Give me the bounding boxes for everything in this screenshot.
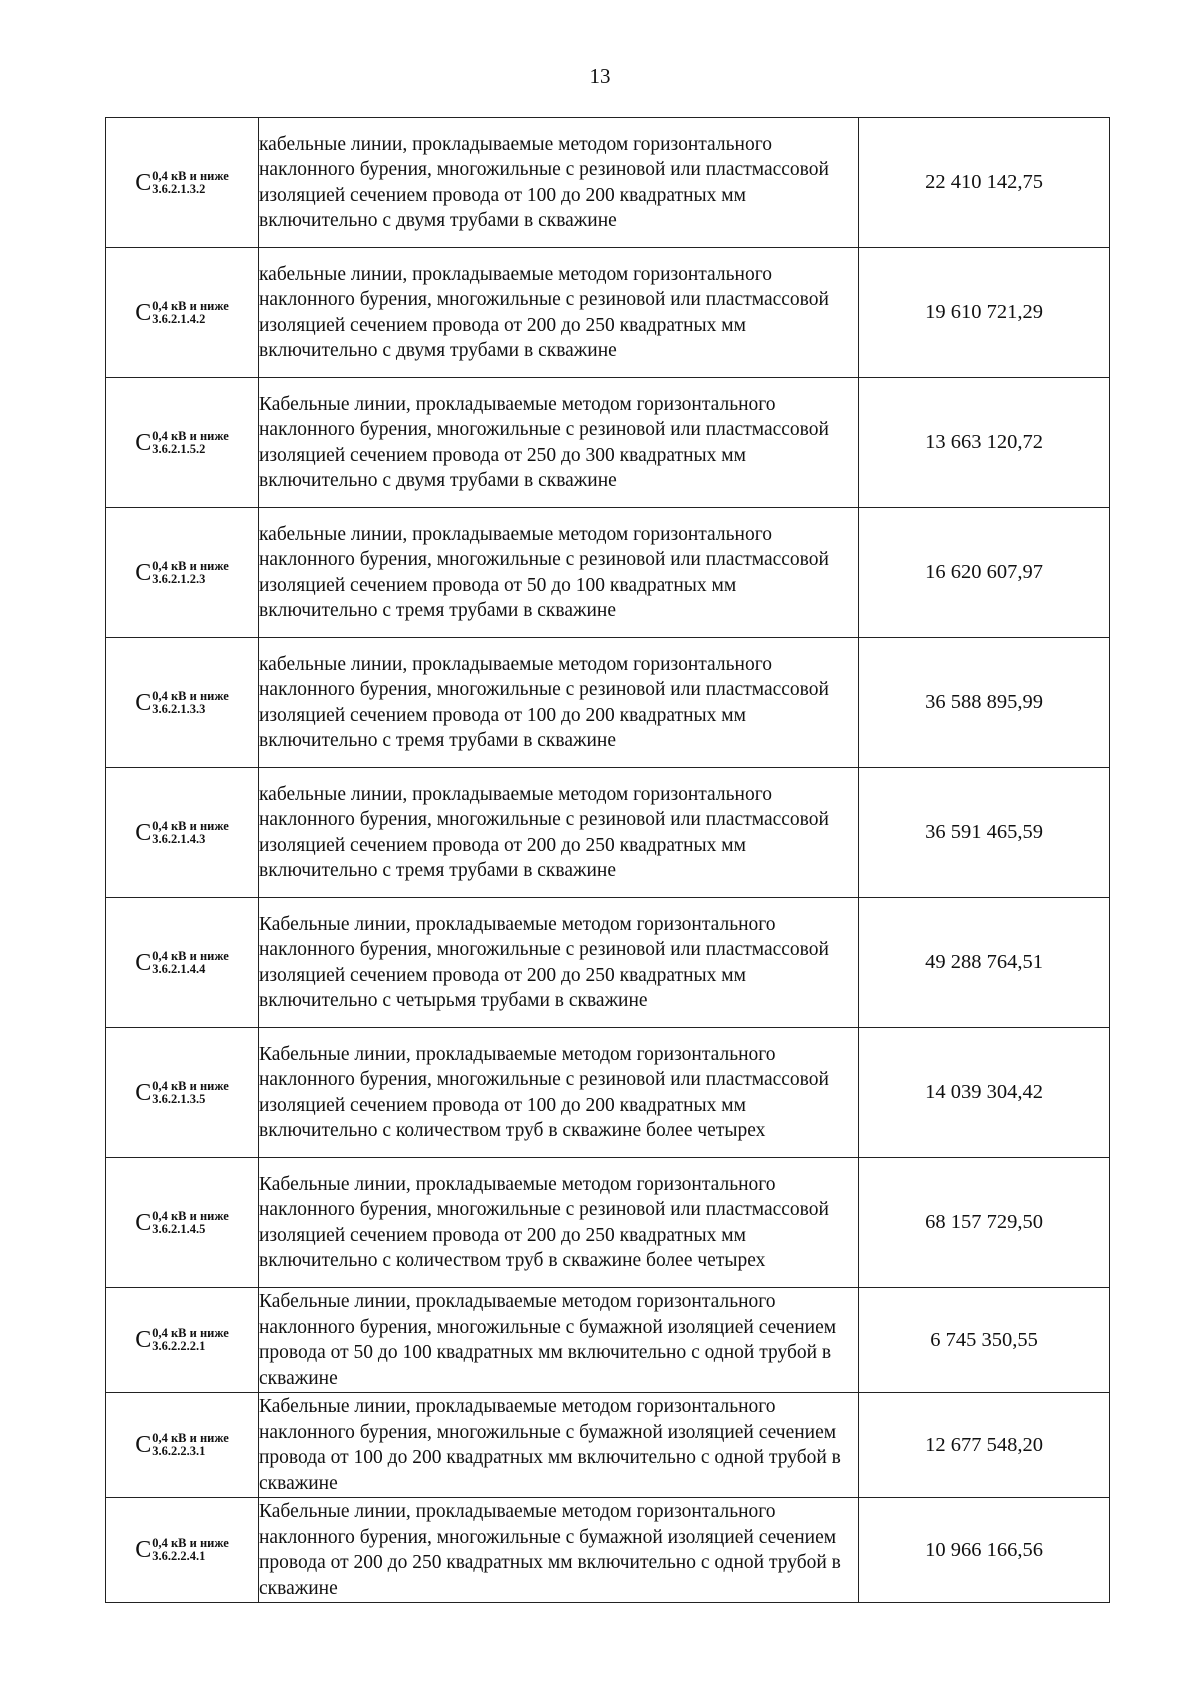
tariff-description: Кабельные линии, прокладываемые методом горизонтального наклонного бурения, многожильные с резиновой или пластмассовой изоляцией сечением провода от 100 до 200 квадратных мм включительно с количеством труб в скважине более четырех bbox=[259, 1028, 859, 1158]
tariff-code bbox=[135, 1432, 229, 1458]
tariff-value: 19 610 721,29 bbox=[859, 248, 1110, 378]
tariff-code-voltage: 0,4 кВ и ниже bbox=[152, 1536, 229, 1550]
tariff-code-cell bbox=[106, 118, 259, 248]
tariff-code-letter: C bbox=[135, 1327, 152, 1353]
tariff-code-letter: C bbox=[135, 819, 152, 846]
tariff-value: 12 677 548,20 bbox=[859, 1393, 1110, 1498]
tariff-value: 22 410 142,75 bbox=[859, 118, 1110, 248]
tariff-code-index: 3.6.2.1.3.2 bbox=[152, 181, 206, 196]
tariff-description: Кабельные линии, прокладываемые методом горизонтального наклонного бурения, многожильные с бумажной изоляцией сечением провода от 200 до 250 квадратных мм включительно с одной трубой в скважине bbox=[259, 1498, 859, 1603]
tariff-code-voltage: 0,4 кВ и ниже bbox=[152, 1078, 229, 1093]
tariff-code-voltage: 0,4 кВ и ниже bbox=[152, 1326, 229, 1340]
table-row bbox=[106, 118, 1110, 248]
table-row bbox=[106, 1498, 1110, 1603]
tariff-code-cell bbox=[106, 1288, 259, 1393]
tariff-code-index: 3.6.2.2.4.1 bbox=[152, 1549, 206, 1563]
table-row bbox=[106, 248, 1110, 378]
tariff-code-index: 3.6.2.2.2.1 bbox=[152, 1339, 206, 1353]
tariff-description: Кабельные линии, прокладываемые методом горизонтального наклонного бурения, многожильные с резиновой или пластмассовой изоляцией сечением провода от 250 до 300 квадратных мм включительно с двумя трубами в скважине bbox=[259, 378, 859, 508]
tariff-code-voltage: 0,4 кВ и ниже bbox=[152, 168, 229, 183]
tariff-table bbox=[105, 117, 1110, 1603]
tariff-code-letter: C bbox=[135, 1432, 152, 1458]
table-row bbox=[106, 378, 1110, 508]
tariff-value: 14 039 304,42 bbox=[859, 1028, 1110, 1158]
tariff-description: кабельные линии, прокладываемые методом горизонтального наклонного бурения, многожильные с резиновой или пластмассовой изоляцией сечением провода от 100 до 200 квадратных мм включительно с тремя трубами в скважине bbox=[259, 638, 859, 768]
tariff-code bbox=[135, 560, 229, 586]
tariff-code-index: 3.6.2.1.4.2 bbox=[152, 311, 206, 326]
tariff-code-letter: C bbox=[135, 169, 152, 196]
tariff-description: Кабельные линии, прокладываемые методом горизонтального наклонного бурения, многожильные с бумажной изоляцией сечением провода от 50 до 100 квадратных мм включительно с одной трубой в скважине bbox=[259, 1288, 859, 1393]
table-row bbox=[106, 1028, 1110, 1158]
tariff-code-cell bbox=[106, 1028, 259, 1158]
tariff-code bbox=[135, 1327, 229, 1353]
tariff-code-index: 3.6.2.1.2.3 bbox=[152, 571, 206, 586]
tariff-value: 16 620 607,97 bbox=[859, 508, 1110, 638]
tariff-code-voltage: 0,4 кВ и ниже bbox=[152, 558, 229, 573]
tariff-value: 68 157 729,50 bbox=[859, 1158, 1110, 1288]
tariff-code-cell bbox=[106, 248, 259, 378]
tariff-code-letter: C bbox=[135, 1079, 152, 1106]
tariff-code-voltage: 0,4 кВ и ниже bbox=[152, 948, 229, 963]
tariff-code-voltage: 0,4 кВ и ниже bbox=[152, 428, 229, 443]
tariff-code-letter: C bbox=[135, 689, 152, 716]
table-row bbox=[106, 1158, 1110, 1288]
tariff-code bbox=[135, 1210, 229, 1236]
tariff-code bbox=[135, 430, 229, 456]
tariff-code-voltage: 0,4 кВ и ниже bbox=[152, 818, 229, 833]
tariff-value: 10 966 166,56 bbox=[859, 1498, 1110, 1603]
tariff-code-cell bbox=[106, 508, 259, 638]
tariff-code-cell bbox=[106, 768, 259, 898]
tariff-code-index: 3.6.2.1.4.4 bbox=[152, 961, 206, 976]
tariff-description: Кабельные линии, прокладываемые методом горизонтального наклонного бурения, многожильные с резиновой или пластмассовой изоляцией сечением провода от 200 до 250 квадратных мм включительно с количеством труб в скважине более четырех bbox=[259, 1158, 859, 1288]
tariff-code-cell bbox=[106, 898, 259, 1028]
table-row bbox=[106, 1288, 1110, 1393]
tariff-description: кабельные линии, прокладываемые методом горизонтального наклонного бурения, многожильные с резиновой или пластмассовой изоляцией сечением провода от 200 до 250 квадратных мм включительно с тремя трубами в скважине bbox=[259, 768, 859, 898]
tariff-code-index: 3.6.2.2.3.1 bbox=[152, 1444, 206, 1458]
tariff-value: 36 588 895,99 bbox=[859, 638, 1110, 768]
tariff-code-index: 3.6.2.1.4.3 bbox=[152, 831, 206, 846]
tariff-description: кабельные линии, прокладываемые методом горизонтального наклонного бурения, многожильные с резиновой или пластмассовой изоляцией сечением провода от 200 до 250 квадратных мм включительно с двумя трубами в скважине bbox=[259, 248, 859, 378]
tariff-code-index: 3.6.2.1.3.3 bbox=[152, 701, 206, 716]
tariff-value: 6 745 350,55 bbox=[859, 1288, 1110, 1393]
tariff-code bbox=[135, 950, 229, 976]
tariff-code-voltage: 0,4 кВ и ниже bbox=[152, 1208, 229, 1223]
tariff-code bbox=[135, 1080, 229, 1106]
table-row bbox=[106, 898, 1110, 1028]
tariff-code-letter: C bbox=[135, 949, 152, 976]
table-row bbox=[106, 768, 1110, 898]
tariff-code-letter: C bbox=[135, 1209, 152, 1236]
tariff-code-index: 3.6.2.1.5.2 bbox=[152, 441, 206, 456]
tariff-code bbox=[135, 820, 229, 846]
tariff-code-cell bbox=[106, 1393, 259, 1498]
tariff-code-letter: C bbox=[135, 1537, 152, 1563]
tariff-code-voltage: 0,4 кВ и ниже bbox=[152, 688, 229, 703]
tariff-code bbox=[135, 300, 229, 326]
tariff-code bbox=[135, 690, 229, 716]
tariff-code bbox=[135, 170, 229, 196]
tariff-code-cell bbox=[106, 1498, 259, 1603]
tariff-code-voltage: 0,4 кВ и ниже bbox=[152, 298, 229, 313]
tariff-code-cell bbox=[106, 1158, 259, 1288]
table-row bbox=[106, 638, 1110, 768]
tariff-code-index: 3.6.2.1.3.5 bbox=[152, 1091, 206, 1106]
tariff-description: кабельные линии, прокладываемые методом горизонтального наклонного бурения, многожильные с резиновой или пластмассовой изоляцией сечением провода от 50 до 100 квадратных мм включительно с тремя трубами в скважине bbox=[259, 508, 859, 638]
tariff-code-voltage: 0,4 кВ и ниже bbox=[152, 1431, 229, 1445]
tariff-code-cell bbox=[106, 638, 259, 768]
table-row bbox=[106, 1393, 1110, 1498]
tariff-description: Кабельные линии, прокладываемые методом горизонтального наклонного бурения, многожильные с бумажной изоляцией сечением провода от 100 до 200 квадратных мм включительно с одной трубой в скважине bbox=[259, 1393, 859, 1498]
tariff-code bbox=[135, 1537, 229, 1563]
tariff-code-letter: C bbox=[135, 429, 152, 456]
tariff-code-letter: C bbox=[135, 299, 152, 326]
tariff-description: Кабельные линии, прокладываемые методом горизонтального наклонного бурения, многожильные с резиновой или пластмассовой изоляцией сечением провода от 200 до 250 квадратных мм включительно с четырьмя трубами в скважине bbox=[259, 898, 859, 1028]
tariff-code-cell bbox=[106, 378, 259, 508]
tariff-value: 13 663 120,72 bbox=[859, 378, 1110, 508]
page-number: 13 bbox=[589, 64, 611, 88]
tariff-value: 36 591 465,59 bbox=[859, 768, 1110, 898]
tariff-code-letter: C bbox=[135, 559, 152, 586]
tariff-value: 49 288 764,51 bbox=[859, 898, 1110, 1028]
tariff-description: кабельные линии, прокладываемые методом горизонтального наклонного бурения, многожильные с резиновой или пластмассовой изоляцией сечением провода от 100 до 200 квадратных мм включительно с двумя трубами в скважине bbox=[259, 118, 859, 248]
table-row bbox=[106, 508, 1110, 638]
tariff-code-index: 3.6.2.1.4.5 bbox=[152, 1221, 206, 1236]
